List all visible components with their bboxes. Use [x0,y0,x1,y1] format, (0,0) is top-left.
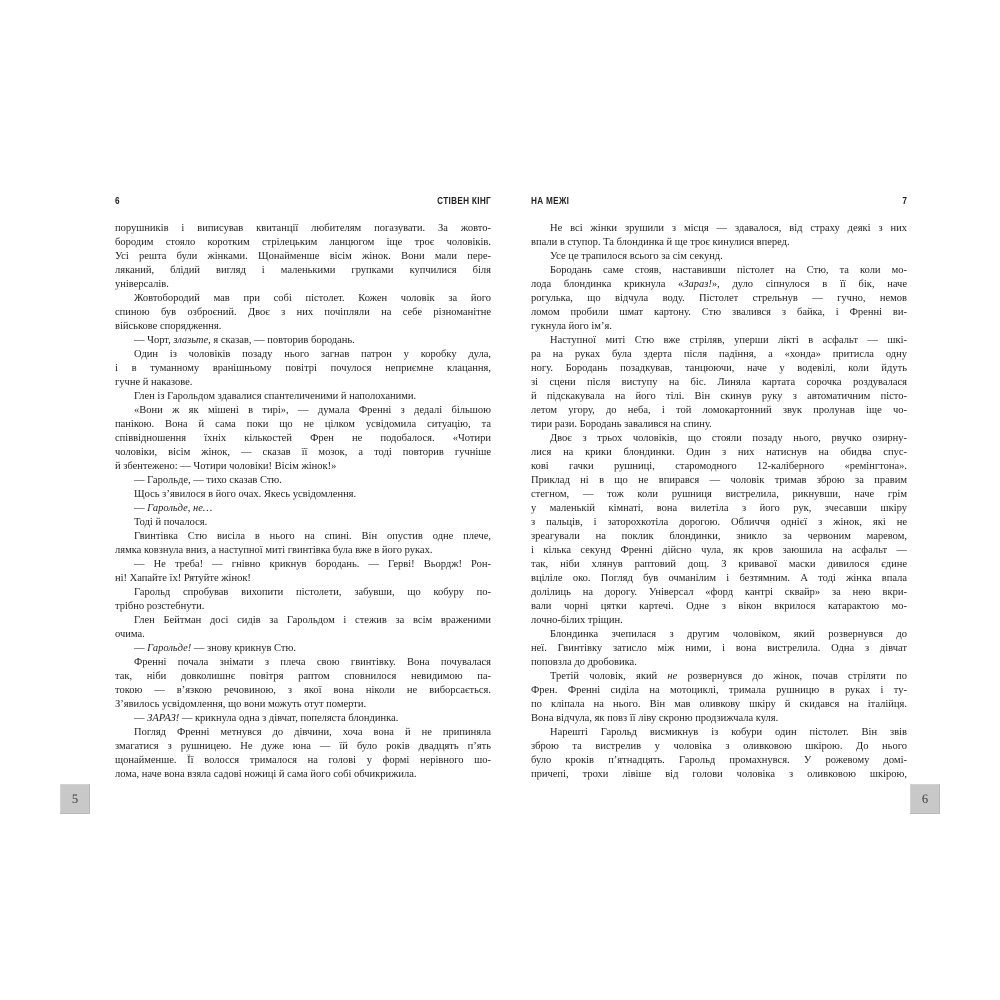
text-line: Двоє з трьох чоловіків, що стояли позаду нього, рвучко озирну- [550,433,907,444]
text-line: поповзла до дробовика. [531,657,637,668]
text-line: гучне й наказове. [115,377,193,388]
text-line: Френні почала знімати з плеча свою гвинтівку. Вона почувалася [134,657,491,668]
text-line: — Гарольде, — тихо сказав Стю. [134,475,282,486]
text-line: Усі решта були жінками. Щонайменше вісім жінок. Вони мали пере- [115,251,491,262]
folio-number: 6 [115,195,120,207]
text-line: «Вони ж як мішені в тирі», — думала Френні з дедалі більшою [134,405,491,416]
page-header-left [115,195,491,207]
text-line: так, ніби довколишнє повітря раптом сповнилося невидимою па- [115,671,491,682]
text-line: Гарольд спробував вихопити пістолети, забувши, що кобуру по- [134,587,491,598]
text-line: й підскакувала на його тілі. Він скинув руку з автоматичним пісто- [531,391,907,402]
text-line: у маленькій кімнаті, вона вилетіла з його рук, зчесавши шкіру [531,503,907,514]
text-line: лома, наче вона взяла садові ножиці й сама його собі обчикрижила. [115,769,417,780]
text-line: Глен Бейтман досі сидів за Гарольдом і стежив за всім враженими [134,615,491,626]
text-line: зреагували на поклик блондинки, зникло за червоним маревом, [531,531,907,542]
text-line: гукнула його ім’я. [531,321,612,332]
text-line: Бородань саме стояв, наставивши пістолет на Стю, та коли мо- [550,265,907,276]
text-line: вали чорні цятки картечі. Одне з вікон вкрилося катарактою мо- [531,601,907,612]
text-line: військове спорядження. [115,321,222,332]
book-page-right [531,195,907,782]
text-line: тири рази. Бородань завалився на спину. [531,419,712,430]
text-line: панікою. Вона й сама поки що не цілком усвідомила ситуацію, та [115,419,491,430]
folio-number: 7 [902,195,907,207]
text-line: Третій чоловік, який не розвернувся до жінок, почав стріляти по [550,671,907,682]
text-line: — Гарольде! — знову крикнув Стю. [134,643,296,654]
text-line: стегном, — тож коли рушниця вистрелила, рикнувши, наче грім [531,489,907,500]
text-line: — Не треба! — гнівно крикнув бородань. — Герві! Вьордж! Рон- [134,559,491,570]
text-line: Щось з’явилося в його очах. Якесь усвідомлення. [134,489,357,500]
text-line: Глен із Гарольдом здавалися спантеличеними й наполоханими. [134,391,417,402]
text-line: токою — в’язкою речовиною, з якої вона ніколи не виборсається. [115,685,491,696]
text-line: Тоді й почалося. [134,517,208,528]
text-line: і кілька секунд Френні дійсно чула, як кров заюшила на асфальт — [531,545,907,556]
text-line: лода блондинка крикнула «Зараз!», дуло сіпнулося в її бік, наче [531,279,907,290]
text-line: ра на руках була здерта після падіння, а «хонда» притисла одну [531,349,907,360]
page-badge-right: 6 [910,784,940,814]
text-line: універсалів. [115,279,169,290]
book-page-left [115,195,491,782]
text-line: ломом пробили шмат картону. Стю звалився з байка, і Френні ви- [531,307,907,318]
page-text-right [531,222,907,782]
text-line: співвідношення їхніх кількостей Френ не подобалося. «Чотири [115,433,491,444]
text-line: трібно розстебнути. [115,601,205,612]
text-line: лися на крики блондинки. Один з них натиснув на обидва спус- [531,447,907,458]
text-line: лочно-білих тріщин. [531,615,623,626]
text-line: летом угору, до неба, і той ломокартонний звук пролунав іще чо- [531,405,907,416]
text-line: — Чорт, злазьте, я сказав, — повторив бородань. [134,335,355,346]
text-line: по кліпала на нього. Він мав оливкову шкіру й скидався на італійця. [531,699,907,710]
text-line: Погляд Френні метнувся до дівчини, хоча вона й не припиняла [134,727,491,738]
running-head-title: НА МЕЖІ [531,195,570,207]
text-line: ногу. Бородань позадкував, танцюючи, наче у водевілі, коли йдуть [531,363,907,374]
text-line: з пальців, і заторохкотіла дорогою. Обличчя однієї з жінок, які не [531,517,907,528]
text-line: Усе це трапилося всього за сім секунд. [550,251,723,262]
text-line: Наступної миті Стю вже стріляв, уперши лікті в асфальт — шкі- [550,335,907,346]
text-line: Блондинка зчепилася з другим чоловіком, який розвернувся до [550,629,907,640]
text-line: впали в ступор. Та блондинка й ще троє кинулися вперед. [531,237,790,248]
text-line: вціліле око. Погляд був очманілим і безтямним. А тоді жінка впала [531,573,907,584]
text-line: спиною був озброєний. Двоє з них почіпляли на себе різноманітне [115,307,491,318]
text-line: — Гарольде, не… [134,503,213,514]
text-line: — ЗАРАЗ! — крикнула одна з дівчат, попеляста блондинка. [134,713,399,724]
text-line: Гвинтівка Стю висіла в нього на спині. Він опустив одне плече, [134,531,491,542]
text-line: неї. Гвинтівку затисло між ними, і вона вистрелила. Одна з дівчат [531,643,907,654]
text-line: ляканий, блідий вигляд і маленькими групками купчилися біля [115,265,491,276]
text-line: чоловіки, вісім жінок, — сказав її мозок, а тоді повторив гучніше [115,447,491,458]
page-header-right [531,195,907,207]
text-line: Жовтобородий мав при собі пістолет. Кожен чоловік за його [134,293,491,304]
text-line: Вона відчула, як повз її ліву скроню продзижчала куля. [531,713,779,724]
text-line: очима. [115,629,145,640]
page-badge-left: 5 [60,784,90,814]
text-line: зі сцени після виступу на біс. Линяла картата сорочка роздувалася [531,377,907,388]
text-line: Не всі жінки зрушили з місця — здавалося, від страху деякі з них [550,223,907,234]
text-line: зброю та вистрелив у чоловіка з оливковою шкірою. До нього [531,741,907,752]
text-line: рогулька, що відчула воду. Пістолет стрельнув — гучно, немов [531,293,907,304]
text-line: Приклад ні в що не впирався — чоловік тримав зброю за правим [531,475,907,486]
text-line: Один із чоловіків позаду нього загнав патрон у коробку дула, [134,349,491,360]
text-line: змагатися з рушницею. Не дуже юна — їй було років двадцять п’ять [115,741,491,752]
page-text-left [115,222,491,782]
text-line: З’явилось усвідомлення, що вони можуть отут померти. [115,699,367,710]
text-line: причепі, трохи лівіше від голови чоловіка з оливковою шкірою, [531,769,907,780]
text-line: ні! Хапайте їх! Рятуйте жінок! [115,573,251,584]
text-line: Френ. Френні сиділа на мотоциклі, тримала рушницю в руках і ту- [531,685,907,696]
text-line: щонайменше. Її волосся трималося на голові у формі нерівного шо- [115,755,491,766]
text-line: Нарешті Гарольд висмикнув із кобури один пістолет. Він звів [550,727,907,738]
text-line: і в туманному вранішньому повітрі почулося неприємне клацання, [115,363,491,374]
text-line: порушників і виписував квитанції любителям погазувати. За жовто- [115,223,491,234]
text-line: й збентежено: — Чотири чоловіки! Вісім жінок!» [115,461,337,472]
text-line: було кроків п’ятнадцять. Гарольд промахнувся. У рожевому домі- [531,755,907,766]
running-head-author: СТІВЕН КІНГ [437,195,491,207]
text-line: так, ніби хлянув раптовий дощ. З кривавої маски дивилося єдине [531,559,907,570]
text-line: кові гачки рушниці, старомодного 12-каліберного «ремінгтона». [531,461,907,472]
text-line: долілиць на дорогу. Універсал «форд кантрі сквайр» за нею вкри- [531,587,907,598]
text-line: бородим стояло коротким стрілецьким ланцюгом іще троє чоловіків. [115,237,491,248]
text-line: лямка ковзнула вниз, а наступної миті гвинтівка була вже в його руках. [115,545,433,556]
